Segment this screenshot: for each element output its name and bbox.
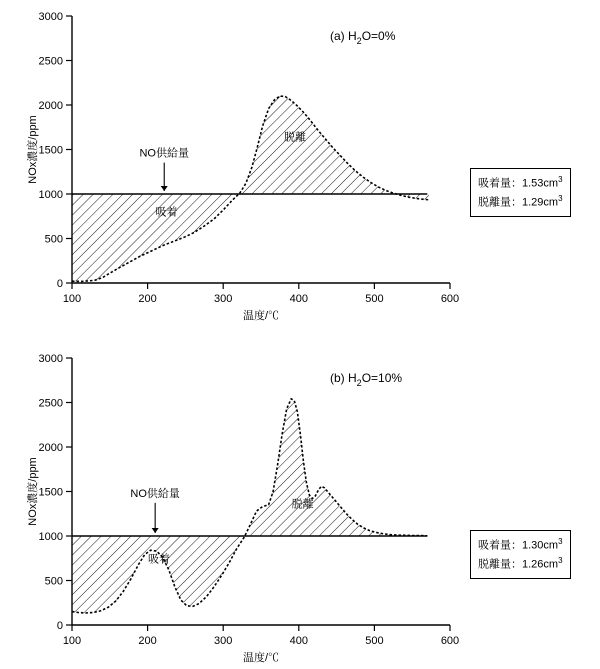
legend-sup-adsorption-b: 3 [558, 537, 563, 546]
legend-sup-desorption-b: 3 [558, 555, 563, 565]
svg-text:吸着: 吸着 [155, 206, 178, 219]
svg-text:温度/℃: 温度/℃ [242, 310, 280, 322]
svg-text:温度/℃: 温度/℃ [242, 652, 280, 664]
svg-text:300: 300 [214, 293, 233, 305]
svg-text:1500: 1500 [38, 486, 63, 499]
svg-text:3000: 3000 [38, 11, 63, 23]
svg-text:(a) H2O=0%: (a) $H_2O=0\%$ [330, 29, 396, 46]
svg-text:0: 0 [56, 278, 63, 290]
svg-text:NOx濃度/ppm: NOx濃度/ppm [27, 457, 39, 526]
chart-panel-a [0, 0, 600, 330]
svg-text:600: 600 [440, 293, 460, 305]
legend-box-b [470, 530, 571, 579]
legend-entry-adsorption-a: 吸着量：$1.53cm^3$ [478, 175, 563, 190]
svg-text:600: 600 [440, 635, 460, 647]
legend-label-adsorption-b: 吸着量 [478, 539, 511, 552]
svg-text:400: 400 [289, 293, 308, 305]
chart-b-svg [0, 340, 600, 669]
svg-text:(b) H2O=10%: (b) $H_2O=10\%$ [330, 371, 403, 388]
legend-value-adsorption-b: 1.30cm [522, 539, 559, 552]
legend-sup-desorption-a: 3 [558, 193, 563, 203]
svg-text:2000: 2000 [38, 100, 63, 112]
legend-value-desorption-a: 1.29cm [522, 196, 559, 209]
legend-entry-adsorption-b: 吸着量：$1.30cm^3$ [478, 537, 563, 552]
svg-text:500: 500 [365, 635, 384, 647]
legend-entry-desorption-a: 脱離量：$1.29cm^3$ [478, 193, 563, 209]
chart-panel-b [0, 340, 600, 669]
svg-text:200: 200 [138, 635, 157, 647]
svg-text:2000: 2000 [38, 442, 63, 454]
legend-box-a [470, 168, 571, 217]
svg-text:0: 0 [56, 620, 63, 632]
legend-sup-adsorption-a: 3 [558, 175, 563, 184]
svg-text:脱離: 脱離 [291, 498, 314, 511]
svg-text:3000: 3000 [38, 353, 63, 365]
svg-text:1000: 1000 [38, 189, 63, 201]
svg-text:1000: 1000 [38, 531, 63, 543]
svg-text:300: 300 [214, 635, 233, 647]
legend-label-desorption-a: 脱離量 [478, 196, 511, 209]
legend-label-adsorption-a: 吸着量 [478, 177, 511, 190]
svg-text:500: 500 [44, 575, 63, 588]
chart-a-svg [0, 0, 600, 330]
legend-entry-desorption-b: 脱離量：$1.26cm^3$ [478, 555, 563, 571]
svg-text:2500: 2500 [38, 55, 63, 68]
svg-text:500: 500 [44, 233, 63, 246]
svg-text:1500: 1500 [38, 144, 63, 157]
svg-text:200: 200 [138, 293, 157, 305]
svg-text:脱離: 脱離 [284, 131, 307, 144]
svg-text:100: 100 [62, 635, 82, 647]
svg-text:100: 100 [62, 293, 82, 305]
svg-text:500: 500 [365, 293, 384, 305]
legend-value-adsorption-a: 1.53cm [522, 177, 559, 190]
svg-text:NOx濃度/ppm: NOx濃度/ppm [27, 115, 39, 184]
legend-value-desorption-b: 1.26cm [522, 558, 559, 571]
svg-text:吸着: 吸着 [147, 553, 170, 566]
svg-text:NO供給量: NO供給量 [130, 487, 180, 500]
legend-label-desorption-b: 脱離量 [478, 558, 511, 571]
svg-text:400: 400 [289, 635, 308, 647]
svg-text:2500: 2500 [38, 397, 63, 410]
svg-text:NO供給量: NO供給量 [139, 147, 189, 160]
